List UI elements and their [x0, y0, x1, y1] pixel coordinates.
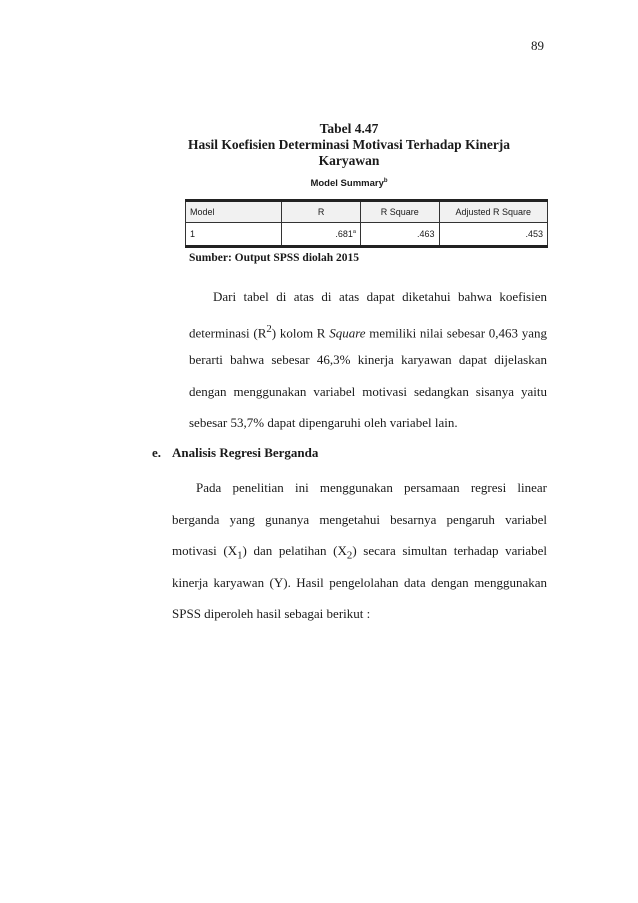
text: ) dan pelatihan (X — [242, 543, 347, 558]
text: determinasi (R — [189, 324, 267, 340]
section-marker: e. — [152, 445, 162, 460]
header-adjusted-r-square: Adjusted R Square — [439, 201, 547, 223]
cell-adjusted-r-square: .453 — [439, 223, 547, 247]
section-heading — [152, 445, 318, 461]
text: memiliki nilai sebesar 0,463 yang — [365, 324, 547, 340]
cell-model: 1 — [186, 223, 282, 247]
paragraph-line: kinerja karyawan (Y). Hasil pengelolahan data dengan menggunakan — [172, 574, 547, 590]
paragraph-line: berarti bahwa sebesar 46,3% kinerja karyawan dapat dijelaskan — [189, 352, 547, 367]
paragraph-line: SPSS diperoleh hasil sebagai berikut : — [172, 606, 371, 621]
table-caption-title: Hasil Koefisien Determinasi Motivasi Terhadap Kinerja — [187, 137, 511, 152]
superscript: 2 — [266, 322, 272, 335]
table-row — [186, 223, 548, 247]
paragraph-line — [189, 319, 547, 351]
paragraph-regression — [172, 478, 547, 636]
cell-r — [282, 223, 361, 247]
header-model: Model — [186, 201, 282, 223]
table-caption-number: Tabel 4.47 — [319, 121, 379, 136]
table-header-row — [186, 201, 548, 223]
model-summary-table — [185, 199, 548, 248]
cell-r-value: .681 — [335, 229, 353, 239]
text: motivasi (X — [172, 543, 238, 558]
page-number: 89 — [531, 38, 544, 53]
paragraph-line: dengan menggunakan variabel motivasi sedangkan sisanya yaitu — [189, 383, 547, 399]
table-caption-title-cont: Karyawan — [318, 153, 380, 168]
spss-title-footnote: b — [383, 178, 388, 184]
paragraph-line — [172, 541, 547, 573]
spss-title-text: Model Summary — [310, 178, 384, 190]
text: ) secara simultan terhadap variabel — [352, 543, 547, 558]
paragraph-line: berganda yang gunanya mengetahui besarnya pengaruh variabel — [172, 511, 547, 527]
paragraph-line: sebesar 53,7% dapat dipengaruhi oleh variabel lain. — [189, 415, 458, 430]
subscript: 1 — [237, 549, 243, 562]
paragraph-line: Dari tabel di atas di atas dapat diketahui bahwa koefisien — [213, 289, 547, 304]
header-r-square: R Square — [360, 201, 439, 223]
cell-r-square: .463 — [360, 223, 439, 247]
table-source: Sumber: Output SPSS diolah 2015 — [189, 252, 359, 264]
italic-term: Square — [329, 324, 366, 340]
text: ) kolom R — [271, 324, 330, 340]
cell-r-footnote: a — [352, 229, 356, 235]
section-title: Analisis Regresi Berganda — [172, 445, 319, 460]
subscript: 2 — [346, 549, 353, 562]
spss-table-title — [30, 178, 638, 189]
paragraph-line: Pada penelitian ini menggunakan persamaan regresi linear — [196, 480, 547, 495]
paragraph-coefficient — [189, 287, 547, 445]
header-r: R — [282, 201, 361, 223]
